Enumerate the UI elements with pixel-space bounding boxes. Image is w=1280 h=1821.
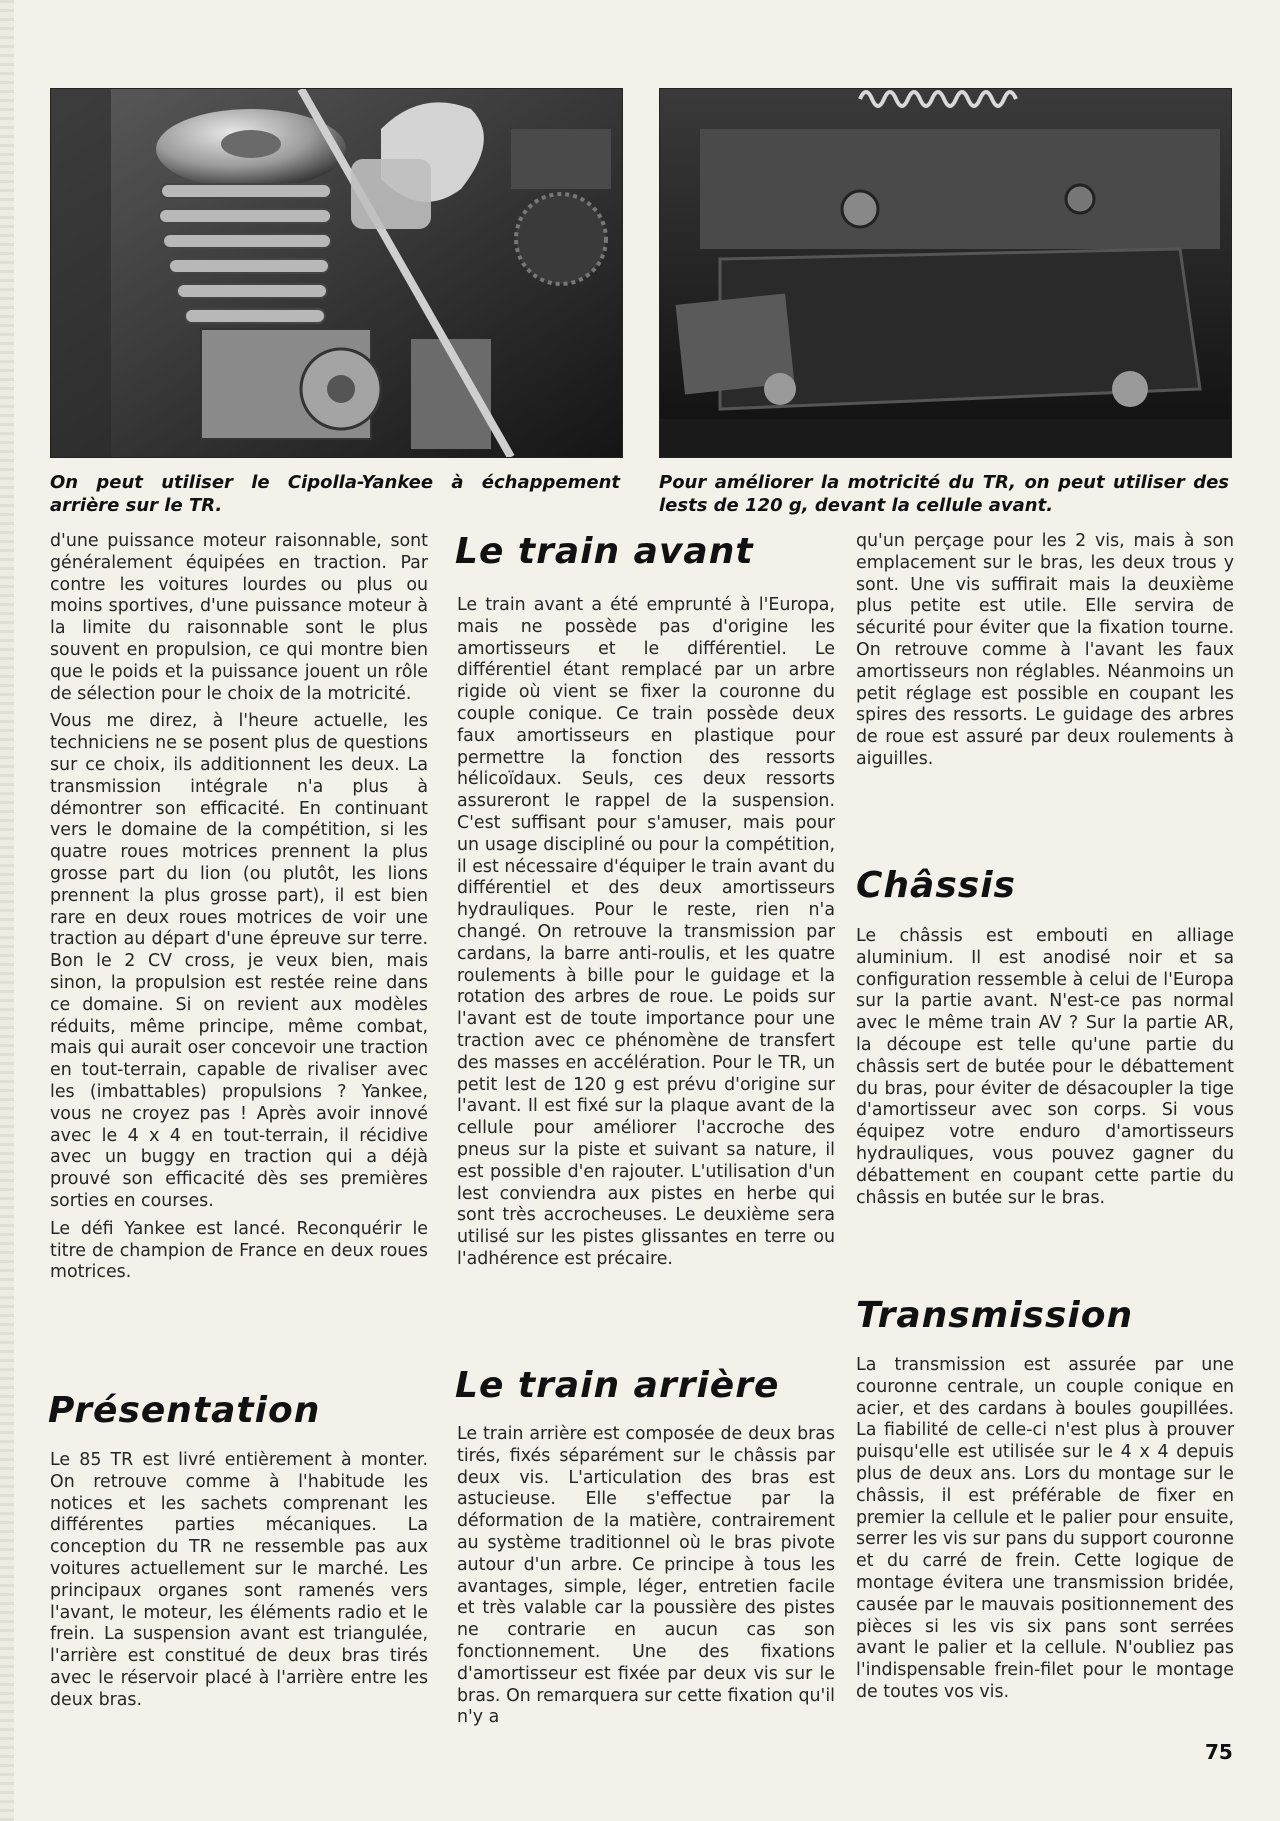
heading-train-avant: Le train avant [455, 531, 754, 572]
section-train-avant [457, 595, 835, 1277]
heading-presentation: Présentation [48, 1390, 321, 1431]
photo-caption-right: Pour améliorer la motricité du TR, on peut utiliser des lests de 120 g, devant la cellule avant. [659, 472, 1229, 516]
heading-transmission: Transmission [856, 1295, 1134, 1336]
heading-chassis: Châssis [856, 865, 1016, 906]
intro-column [50, 531, 428, 1290]
page-number: 75 [1205, 1740, 1233, 1764]
section-chassis [856, 926, 1234, 1209]
train-avant-text: Le train avant a été emprunté à l'Europa, mais ne possède pas d'origine les amortisseurs et le différentiel. Le différentiel étant remplacé par un arbre rigide où vient se fixer la couronne du couple conique. Ce train possède deux faux amortisseurs en plastique pour permettre la fonction des ressorts hélicoïdaux. Seuls, ces deux ressorts assureront le rappel de la suspension. C'est suffisant pour s'amuser, mais pour un usage discipliné ou pour la compétition, il est nécessaire d'équiper le train avant du différentiel et des deux amortisseurs hydrauliques. Pour le reste, rien n'a changé. On retrouve la transmission par cardans, la barre anti-roulis, et les quatre roulements à bille pour le guidage et la rotation des arbres de roue. Le poids sur l'avant est de toute importance pour une traction avec ce phénomène de transfert des masses en accélération. Pour le TR, un petit lest de 120 g est prévu d'origine sur l'avant. Il est fixé sur la plaque avant de la cellule pour améliorer l'accroche des pneus sur la piste et suivant sa nature, il est possible d'en rajouter. L'utilisation d'un lest conviendra aux pistes en herbe qui sont très accrocheuses. Le deuxième sera utilisé sur les pistes glissantes en terre ou l'adhérence est précaire. [457, 595, 835, 1269]
intro-paragraph: Vous me direz, à l'heure actuelle, les techniciens ne se posent plus de questions sur ce choix, ils additionnent les deux. La transmission intégrale n'a plus à démontrer son efficacité. En continuant vers le domaine de la compétition, si les quatre roues motrices prennent la plus grosse part du lion (ou plutôt, les lions prennent la plus grosse part), il est bien rare en deux roues motrices de voir une traction au départ d'une épreuve sur terre. Bon le 2 CV cross, je veux bien, mais sinon, la propulsion est restée reine dans ce domaine. Si on revient aux modèles réduits, même principe, même combat, mais qui aurait oser concevoir une traction en tout-terrain, capable de rivaliser avec les (imbattables) propulsions ? Yankee, vous ne croyez pas ! Après avoir innové avec le 4 x 4 en tout-terrain, il récidive avec un buggy en traction qui a déjà prouvé son efficacité dès ses premières sorties en courses. [50, 711, 428, 1211]
section-transmission [856, 1355, 1234, 1704]
photo-caption-left: On peut utiliser le Cipolla-Yankee à échappement arrière sur le TR. [50, 472, 620, 516]
intro-paragraph: d'une puissance moteur raisonnable, sont généralement équipées en traction. Par contre les voitures lourdes ou plus ou moins sportives, d'une puissance moteur à la limite du raisonnable sont le plus souvent en propulsion, ce qui montre bien que le poids et la puissance jouent un rôle de sélection pour le choix de la motricité. [50, 531, 428, 704]
train-arriere-text: Le train arrière est composée de deux bras tirés, fixés séparément sur le châssis par deux vis. L'articulation des bras est astucieuse. Elle s'effectue par la déformation de la matière, contrairement au système traditionnel où le bras pivote autour d'un arbre. Ce principe à tous les avantages, simple, léger, entretien facile et très valable car la poussière des pistes ne contrarie en aucun cas son fonctionnement. Une des fixations d'amortisseur est fixée par deux vis sur le bras. On remarquera sur cette fixation qu'il n'y a [457, 1424, 835, 1728]
transmission-text: La transmission est assurée par une couronne centrale, un couple conique en acier, et des cardans à boules goupillées. La fiabilité de celle-ci n'est plus à prouver puisqu'elle est utilisée sur le 4 x 4 depuis plus de deux ans. Lors du montage sur le châssis, il est préférable de fixer en premier la cellule et le palier pour ensuite, serrer les vis sur pans du support couronne et du carré de frein. Cette logique de montage évitera une transmission bridée, causée par le mauvais positionnement des pièces si les vis six pans sont serrées avant le palier et la cellule. N'oubliez pas l'indispensable frein-filet pour le montage de toutes vos vis. [856, 1355, 1234, 1702]
chassis-weight-photo [659, 88, 1232, 458]
section-train-arriere [457, 1424, 835, 1729]
presentation-text: Le 85 TR est livré entièrement à monter. On retrouve comme à l'habitude les notices et les sachets comprenant les différentes parties mécaniques. La conception du TR ne ressemble pas aux voitures actuellement sur le marché. Les principaux organes sont ramenés vers l'avant, le moteur, les éléments radio et le frein. La suspension avant est triangulée, l'arrière est constitué de deux bras tirés avec le réservoir placé à l'arrière entre les deux bras. [50, 1450, 428, 1710]
intro-paragraph: Le défi Yankee est lancé. Reconquérir le titre de champion de France en deux roues motrices. [50, 1218, 428, 1283]
engine-photo [50, 88, 623, 458]
section-presentation [50, 1450, 428, 1712]
section-train-arriere-continued [856, 531, 1234, 777]
heading-train-arriere: Le train arrière [455, 1365, 780, 1406]
page-binding-edge [0, 0, 14, 1821]
train-arriere-continued-text: qu'un perçage pour les 2 vis, mais à son emplacement sur le bras, les deux trous y sont. Une vis suffirait mais la deuxième plus petite est utile. Elle servira de sécurité pour éviter que la fixation tourne. On retrouve comme à l'avant les faux amortisseurs non réglables. Néanmoins un petit réglage est possible en coupant les spires des ressorts. Le guidage des arbres de roue est assuré par deux roulements à aiguilles. [856, 531, 1234, 769]
chassis-text: Le châssis est embouti en alliage aluminium. Il est anodisé noir et sa configuration ressemble à celui de l'Europa sur la partie avant. N'est-ce pas normal avec le même train AV ? Sur la partie AR, la découpe est telle qu'une partie du châssis sert de butée pour le débattement du bras, pour éviter de désacoupler la tige d'amortisseur avec son corps. Si vous équipez votre enduro d'amortisseurs hydrauliques, vous pouvez gagner du débattement en coupant cette partie du châssis en butée sur le bras. [856, 926, 1234, 1208]
